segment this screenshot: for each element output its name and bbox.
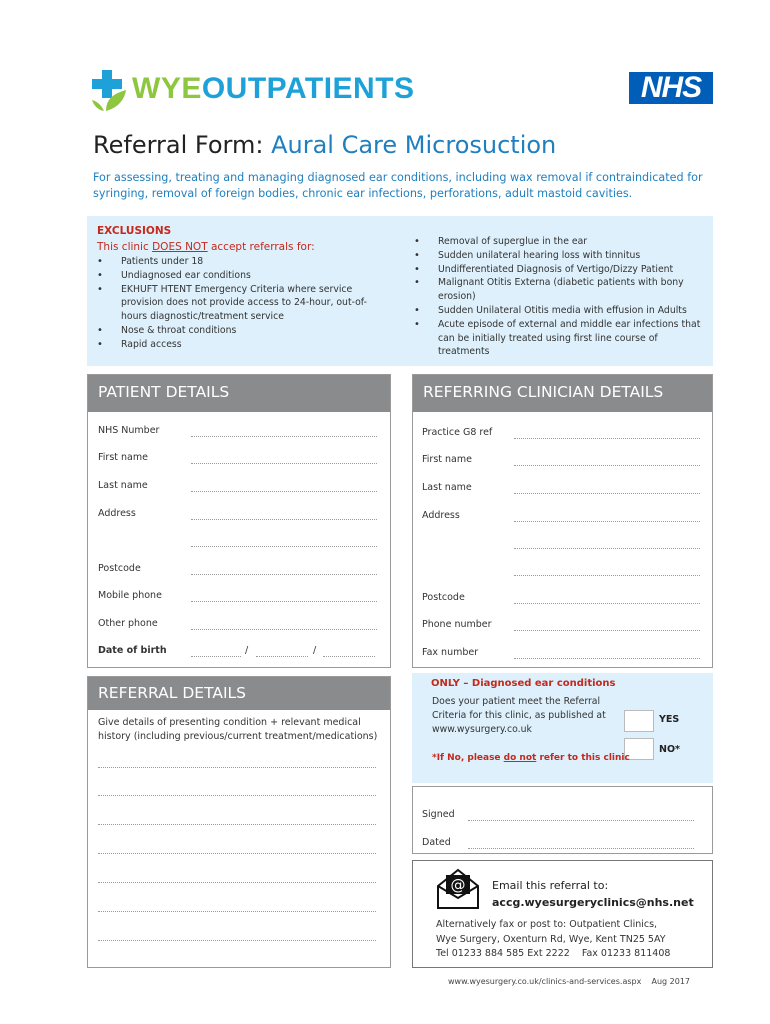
dob-separator: / xyxy=(313,645,317,656)
clinician-address-field-2[interactable] xyxy=(514,548,700,549)
footer-date: Aug 2017 xyxy=(651,977,691,986)
brand-logo xyxy=(132,72,415,106)
dated-field[interactable] xyxy=(468,848,694,849)
page-title-main: Referral Form: xyxy=(93,131,264,159)
clinician-postcode-label: Postcode xyxy=(422,592,465,603)
exclusions-subtitle-post: accept referrals for: xyxy=(207,241,315,253)
patient-last-name-field[interactable] xyxy=(191,491,377,492)
exclusions-list-left xyxy=(97,255,372,352)
list-item: • Sudden Unilateral Otitis media with effusion in Adults xyxy=(414,304,704,318)
footer xyxy=(448,977,690,986)
list-item: • EKHUFT HTENT Emergency Criteria where service provision does not provide access to 24-hour, out-of-hours diagnostic/treatment service xyxy=(97,283,372,324)
email-icon xyxy=(436,866,480,910)
nhs-logo: NHS xyxy=(629,72,713,104)
intro-text: For assessing, treating and managing diagnosed ear conditions, including wax removal if contraindicated for syringing, removal of foreign bodies, chronic ear infections, perforations, adult mastoid cavities. xyxy=(93,171,703,200)
criteria-note xyxy=(432,753,630,763)
clinician-postcode-field[interactable] xyxy=(514,603,700,604)
clinician-phone-label: Phone number xyxy=(422,619,492,630)
nhs-number-label: NHS Number xyxy=(98,425,160,436)
mobile-phone-field[interactable] xyxy=(191,601,377,602)
patient-address-field-1[interactable] xyxy=(191,519,377,520)
clinician-address-label: Address xyxy=(422,510,460,521)
list-item: • Acute episode of external and middle ear infections that can be initially treated using first line course of treatments xyxy=(414,318,704,359)
criteria-title: ONLY – Diagnosed ear conditions xyxy=(431,678,616,689)
clinician-address-field-3[interactable] xyxy=(514,575,700,576)
email-address[interactable]: accg.wyesurgeryclinics@nhs.net xyxy=(492,896,694,909)
clinician-details-heading: REFERRING CLINICIAN DETAILS xyxy=(413,375,712,412)
criteria-note-pre: *If No, please xyxy=(432,753,504,763)
brand-logo-part1: WYE xyxy=(132,72,202,105)
clinician-first-name-field[interactable] xyxy=(514,465,700,466)
other-phone-field[interactable] xyxy=(191,629,377,630)
list-item: • Removal of superglue in the ear xyxy=(414,235,704,249)
exclusions-title: EXCLUSIONS xyxy=(97,225,172,237)
referral-line[interactable] xyxy=(98,795,376,796)
criteria-note-emph: do not xyxy=(503,753,537,763)
patient-details-heading: PATIENT DETAILS xyxy=(88,375,390,412)
list-item: • Patients under 18 xyxy=(97,255,372,269)
list-item: • Undiagnosed ear conditions xyxy=(97,269,372,283)
clinician-phone-field[interactable] xyxy=(514,630,700,631)
referral-line[interactable] xyxy=(98,940,376,941)
patient-last-name-label: Last name xyxy=(98,480,148,491)
list-item: • Malignant Otitis Externa (diabetic patients with bony erosion) xyxy=(414,276,704,304)
date-of-birth-label: Date of birth xyxy=(98,645,167,656)
list-item: • Nose & throat conditions xyxy=(97,324,372,338)
referral-line[interactable] xyxy=(98,853,376,854)
yes-checkbox[interactable] xyxy=(624,710,654,732)
dob-year-field[interactable] xyxy=(323,656,375,657)
referral-line[interactable] xyxy=(98,767,376,768)
nhs-number-field[interactable] xyxy=(191,436,377,437)
dob-month-field[interactable] xyxy=(256,656,308,657)
mobile-phone-label: Mobile phone xyxy=(98,590,162,601)
criteria-note-post: refer to this clinic xyxy=(536,753,630,763)
clinician-address-field-1[interactable] xyxy=(514,521,700,522)
brand-logo-part2: OUTPATIENTS xyxy=(201,72,415,105)
patient-first-name-label: First name xyxy=(98,452,148,463)
other-phone-label: Other phone xyxy=(98,618,158,629)
list-item: • Undifferentiated Diagnosis of Vertigo/Dizzy Patient xyxy=(414,263,704,277)
referral-details-heading: REFERRAL DETAILS xyxy=(88,677,390,710)
logo-mark xyxy=(92,70,128,112)
clinician-fax-field[interactable] xyxy=(514,658,700,659)
clinician-fax-label: Fax number xyxy=(422,647,479,658)
referral-line[interactable] xyxy=(98,824,376,825)
clinician-last-name-label: Last name xyxy=(422,482,472,493)
patient-postcode-label: Postcode xyxy=(98,563,141,574)
footer-url[interactable]: www.wyesurgery.co.uk/clinics-and-services.aspx xyxy=(448,977,642,986)
dated-label: Dated xyxy=(422,837,451,848)
referral-line[interactable] xyxy=(98,911,376,912)
referral-line[interactable] xyxy=(98,882,376,883)
exclusions-list-right xyxy=(414,235,704,359)
patient-first-name-field[interactable] xyxy=(191,463,377,464)
referral-prompt: Give details of presenting condition + relevant medical history (including previous/current treatment/medications) xyxy=(98,717,378,742)
patient-address-field-2[interactable] xyxy=(191,546,377,547)
practice-ref-field[interactable] xyxy=(514,438,700,439)
patient-address-label: Address xyxy=(98,508,136,519)
signed-field[interactable] xyxy=(468,820,694,821)
alt-contact-line-3: Tel 01233 884 585 Ext 2222 Fax 01233 811408 xyxy=(436,948,671,959)
no-label: NO* xyxy=(659,744,680,755)
patient-postcode-field[interactable] xyxy=(191,574,377,575)
list-item: • Sudden unilateral hearing loss with tinnitus xyxy=(414,249,704,263)
exclusions-subtitle-emph: DOES NOT xyxy=(152,241,208,253)
alt-contact-line-2: Wye Surgery, Oxenturn Rd, Wye, Kent TN25 5AY xyxy=(436,934,666,945)
list-item: • Rapid access xyxy=(97,338,372,352)
criteria-question: Does your patient meet the Referral Criteria for this clinic, as published at www.wysurgery.co.uk xyxy=(432,696,606,735)
dob-day-field[interactable] xyxy=(191,656,241,657)
svg-text:@: @ xyxy=(450,876,466,894)
signed-label: Signed xyxy=(422,809,455,820)
page-title xyxy=(93,131,556,159)
exclusions-subtitle xyxy=(97,241,315,253)
clinician-last-name-field[interactable] xyxy=(514,493,700,494)
page-title-sub: Aural Care Microsuction xyxy=(271,131,557,159)
exclusions-subtitle-pre: This clinic xyxy=(97,241,153,253)
practice-ref-label: Practice G8 ref xyxy=(422,427,493,438)
email-label: Email this referral to: xyxy=(492,879,609,892)
clinician-first-name-label: First name xyxy=(422,454,472,465)
alt-contact-line-1: Alternatively fax or post to: Outpatient Clinics, xyxy=(436,919,658,930)
yes-label: YES xyxy=(659,714,680,725)
dob-separator: / xyxy=(245,645,249,656)
